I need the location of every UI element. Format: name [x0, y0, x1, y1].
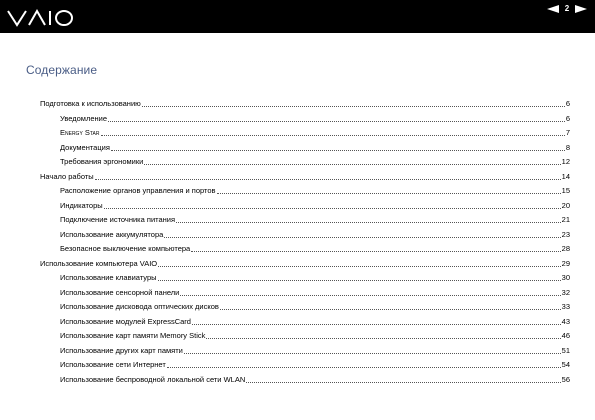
toc-entry-page[interactable]: 8: [565, 142, 570, 152]
toc-entry-page[interactable]: 33: [561, 302, 570, 311]
toc-entry-label[interactable]: Energy Star: [60, 128, 100, 137]
toc-entry-page[interactable]: 28: [561, 244, 570, 253]
toc-entry[interactable]: [40, 126, 570, 141]
toc-entry-label[interactable]: Использование карт памяти Memory Stick: [60, 331, 206, 340]
toc-leader-dots: [108, 120, 565, 122]
toc-entry[interactable]: [40, 257, 570, 272]
toc-entry-page[interactable]: 46: [561, 331, 570, 340]
toc-leader-dots: [144, 163, 560, 165]
toc-entry[interactable]: [40, 344, 570, 359]
toc-leader-dots: [101, 134, 565, 136]
toc-entry[interactable]: [40, 300, 570, 315]
toc-leader-dots: [158, 265, 561, 267]
toc-entry-label[interactable]: Использование беспроводной локальной сети WLAN: [60, 374, 246, 384]
page-title: Содержание: [26, 63, 98, 77]
toc-leader-dots: [246, 381, 560, 383]
toc-entry-page[interactable]: 6: [565, 99, 570, 108]
toc-entry-label[interactable]: Индикаторы: [60, 200, 103, 210]
toc-entry-page[interactable]: 21: [561, 215, 570, 224]
toc-entry-label[interactable]: Использование других карт памяти: [60, 345, 183, 355]
toc-leader-dots: [217, 192, 561, 194]
toc-leader-dots: [206, 337, 560, 339]
toc-entry-page[interactable]: 51: [561, 345, 570, 355]
toc-entry[interactable]: [40, 329, 570, 344]
toc-entry-label[interactable]: Безопасное выключение компьютера: [60, 244, 191, 253]
toc-leader-dots: [167, 366, 561, 368]
toc-entry[interactable]: [40, 315, 570, 330]
arrow-right-icon[interactable]: [575, 5, 587, 13]
vaio-logo: [6, 8, 76, 28]
toc-entry-page[interactable]: 7: [565, 128, 570, 137]
toc-entry-label[interactable]: Использование аккумулятора: [60, 229, 164, 239]
toc-entry[interactable]: [40, 170, 570, 185]
toc-leader-dots: [142, 105, 565, 107]
toc-entry[interactable]: [40, 97, 570, 112]
toc-entry-label[interactable]: Требования эргономики: [60, 157, 144, 166]
toc-entry-label[interactable]: Документация: [60, 142, 110, 152]
page-navigator: [547, 4, 587, 14]
toc-entry-page[interactable]: 30: [561, 273, 570, 282]
toc-entry-label[interactable]: Использование дисковода оптических дисков: [60, 302, 219, 311]
toc-entry[interactable]: [40, 228, 570, 243]
toc-entry-label[interactable]: Расположение органов управления и портов: [60, 186, 216, 195]
page-number: 2: [564, 4, 570, 13]
toc-entry[interactable]: [40, 112, 570, 127]
toc-entry-label[interactable]: Подключение источника питания: [60, 215, 176, 224]
toc-entry[interactable]: [40, 242, 570, 257]
toc-leader-dots: [176, 221, 561, 223]
toc-leader-dots: [184, 352, 561, 354]
toc-entry-page[interactable]: 56: [561, 374, 570, 384]
arrow-left-icon[interactable]: [547, 5, 559, 13]
toc-entry-page[interactable]: 20: [561, 200, 570, 210]
toc-entry[interactable]: [40, 141, 570, 156]
toc-entry[interactable]: [40, 373, 570, 388]
toc-entry-label[interactable]: Использование модулей ExpressCard: [60, 316, 191, 326]
toc-entry-label[interactable]: Использование компьютера VAIO: [40, 258, 158, 268]
toc-entry-page[interactable]: 12: [561, 157, 570, 166]
toc-entry-page[interactable]: 6: [565, 113, 570, 123]
toc-entry-label[interactable]: Использование сети Интернет: [60, 360, 166, 369]
table-of-contents: [40, 97, 570, 387]
toc-leader-dots: [220, 308, 561, 310]
toc-leader-dots: [95, 178, 561, 180]
toc-leader-dots: [111, 149, 565, 151]
toc-entry[interactable]: [40, 155, 570, 170]
toc-leader-dots: [192, 323, 561, 325]
toc-entry[interactable]: [40, 213, 570, 228]
toc-entry[interactable]: [40, 286, 570, 301]
toc-leader-dots: [104, 207, 561, 209]
toc-entry-page[interactable]: 15: [561, 186, 570, 195]
toc-leader-dots: [158, 279, 561, 281]
toc-entry-page[interactable]: 14: [561, 171, 570, 181]
toc-entry-page[interactable]: 29: [561, 258, 570, 268]
toc-entry-label[interactable]: Использование клавиатуры: [60, 273, 157, 282]
toc-entry-page[interactable]: 54: [561, 360, 570, 369]
toc-entry-label[interactable]: Начало работы: [40, 171, 94, 181]
toc-entry-label[interactable]: Использование сенсорной панели: [60, 287, 180, 297]
toc-entry[interactable]: [40, 271, 570, 286]
toc-entry[interactable]: [40, 199, 570, 214]
toc-entry[interactable]: [40, 358, 570, 373]
toc-entry-label[interactable]: Подготовка к использованию: [40, 99, 141, 108]
toc-entry-page[interactable]: 43: [561, 316, 570, 326]
toc-entry-page[interactable]: 32: [561, 287, 570, 297]
toc-leader-dots: [164, 236, 560, 238]
toc-leader-dots: [180, 294, 560, 296]
toc-entry-label[interactable]: Уведомление: [60, 113, 108, 123]
header-bar: [0, 0, 595, 33]
toc-leader-dots: [191, 250, 560, 252]
toc-entry-page[interactable]: 23: [561, 229, 570, 239]
toc-entry[interactable]: [40, 184, 570, 199]
